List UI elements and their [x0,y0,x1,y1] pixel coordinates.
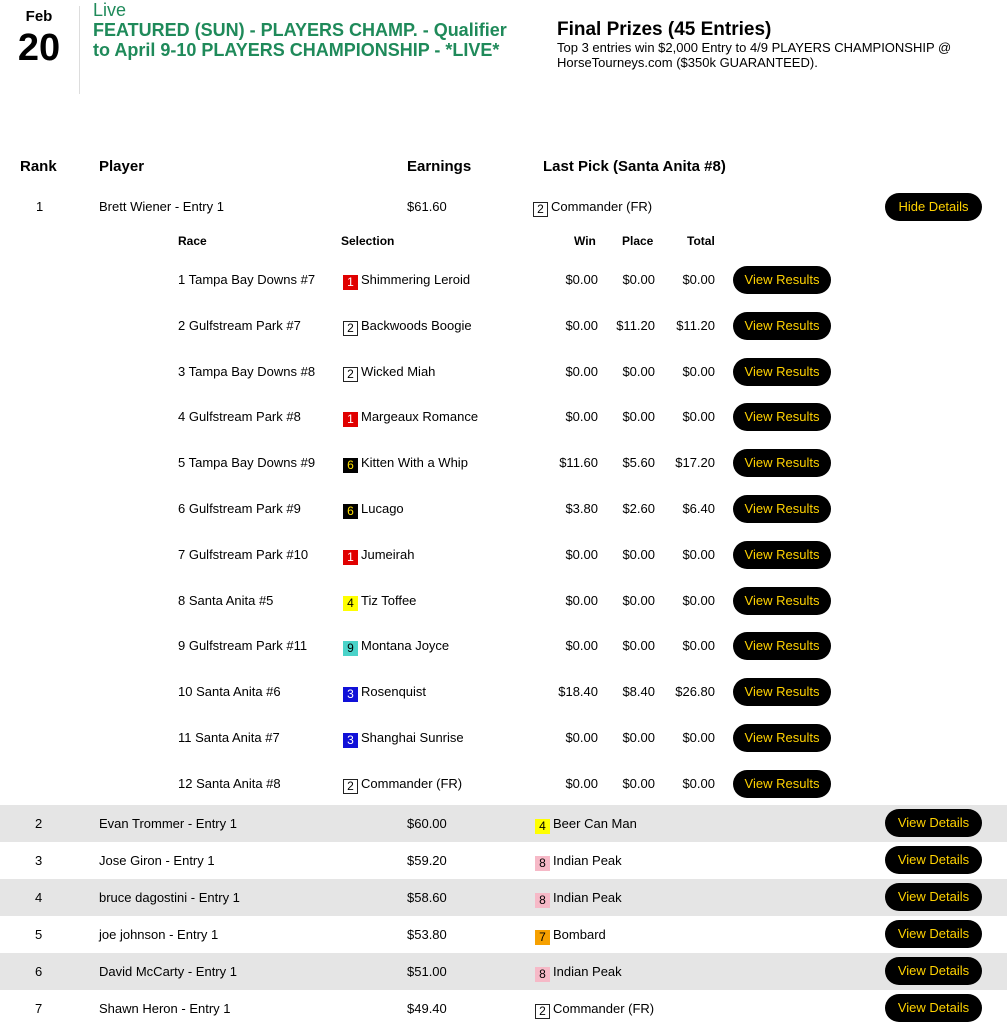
horse-name: Commander (FR) [551,199,653,214]
detail-row [0,358,1007,386]
column-header-earnings: Earnings [407,158,472,175]
view-results-button[interactable]: View Results [733,770,831,798]
view-details-button[interactable]: View Details [885,883,982,911]
detail-selection [343,318,472,336]
detail-race: 11 Santa Anita #7 [178,730,280,745]
detail-place: $0.00 [622,775,655,791]
detail-place: $0.00 [622,546,655,562]
view-results-button[interactable]: View Results [733,632,831,660]
post-position-badge: 8 [535,856,550,871]
detail-total: $0.00 [682,638,715,654]
view-results-button[interactable]: View Results [733,312,831,340]
post-position-badge: 2 [535,1004,550,1019]
leaderboard-row [0,805,1007,842]
event-info [93,0,513,60]
horse-name: Indian Peak [553,964,622,979]
detail-total: $6.40 [682,501,715,516]
detail-race: 8 Santa Anita #5 [178,592,274,608]
prizes-info [557,20,1002,70]
leaderboard-row [0,990,1007,1027]
view-results-button[interactable]: View Results [733,724,831,752]
horse-name: Shanghai Sunrise [361,730,464,745]
view-results-button[interactable]: View Results [733,541,831,569]
detail-win: $0.00 [565,775,598,791]
view-results-button[interactable]: View Results [733,266,831,294]
horse-name: Jumeirah [361,546,415,562]
view-results-button[interactable]: View Results [733,495,831,523]
post-position-badge: 2 [343,779,358,794]
detail-row [0,770,1007,798]
detail-place: $0.00 [622,409,655,425]
detail-race: 4 Gulfstream Park #8 [178,409,301,425]
row-last-pick [535,1001,654,1019]
detail-win: $0.00 [565,546,598,562]
horse-name: Backwoods Boogie [361,317,472,333]
row-rank: 4 [35,890,43,905]
post-position-badge: 2 [343,321,358,336]
detail-selection [343,638,449,656]
detail-header-selection: Selection [341,234,395,248]
leaderboard-row [0,953,1007,990]
row-player: Evan Trommer - Entry 1 [99,816,237,831]
post-position-badge: 1 [343,550,358,565]
post-position-badge: 4 [343,596,358,611]
detail-total: $0.00 [682,546,715,562]
post-position-badge: 1 [343,412,358,427]
detail-header-total: Total [687,234,715,248]
post-position-badge: 6 [343,458,358,473]
detail-win: $0.00 [565,317,598,333]
view-details-button[interactable]: View Details [885,846,982,874]
horse-name: Rosenquist [361,684,427,700]
row-earnings: $59.20 [407,853,447,868]
row-earnings: $60.00 [407,816,447,831]
horse-name: Bombard [553,927,606,942]
detail-win: $0.00 [565,409,598,425]
horse-name: Beer Can Man [553,816,637,831]
detail-row [0,312,1007,340]
post-position-badge: 2 [533,202,548,217]
detail-row [0,724,1007,752]
view-results-button[interactable]: View Results [733,587,831,615]
detail-selection [343,776,462,794]
horse-name: Indian Peak [553,890,622,905]
column-header-last-pick: Last Pick (Santa Anita #8) [543,158,726,175]
row-rank: 7 [35,1001,43,1016]
header-divider [79,6,80,94]
detail-total: $11.20 [676,317,715,333]
detail-selection [343,501,404,519]
detail-race: 2 Gulfstream Park #7 [178,317,301,333]
detail-race: 9 Gulfstream Park #11 [178,638,308,654]
horse-name: Shimmering Leroid [361,272,471,287]
post-position-badge: 7 [535,930,550,945]
horse-name: Montana Joyce [361,638,450,654]
detail-row [0,266,1007,294]
row-last-pick [535,890,622,908]
post-position-badge: 2 [343,367,358,382]
event-status: Live [93,0,127,20]
post-position-badge: 3 [343,733,358,748]
detail-row [0,403,1007,431]
leaderboard-row [0,916,1007,953]
detail-selection [343,455,468,473]
detail-row [0,495,1007,523]
row-rank: 3 [35,853,43,868]
detail-total: $0.00 [682,775,715,791]
detail-selection [343,409,478,427]
detail-selection [343,730,464,748]
detail-selection [343,547,414,565]
detail-win: $0.00 [565,363,598,379]
detail-race: 5 Tampa Bay Downs #9 [178,455,316,471]
row-last-pick [535,964,622,982]
detail-total: $0.00 [682,409,715,425]
row-player: Jose Giron - Entry 1 [99,853,215,868]
post-position-badge: 6 [343,504,358,519]
post-position-badge: 8 [535,893,550,908]
detail-total: $0.00 [682,272,715,287]
row-rank: 5 [35,927,43,942]
row-player: Shawn Heron - Entry 1 [99,1001,231,1016]
detail-total: $17.20 [675,455,715,471]
view-details-button[interactable]: View Details [885,920,982,948]
date-month: Feb [25,8,53,25]
detail-win: $0.00 [565,272,598,287]
row-last-pick [533,199,652,217]
detail-place: $0.00 [622,363,655,379]
event-title: FEATURED (SUN) - PLAYERS CHAMP. - Qualifier to April 9-10 PLAYERS CHAMPIONSHIP - *LIVE* [93,20,507,60]
detail-place: $8.40 [622,684,655,700]
post-position-badge: 4 [535,819,550,834]
detail-place: $2.60 [622,501,655,516]
detail-race: 10 Santa Anita #6 [178,684,281,700]
detail-selection [343,364,435,382]
row-earnings: $58.60 [407,890,447,905]
horse-name: Commander (FR) [553,1001,655,1016]
horse-name: Indian Peak [553,853,622,868]
detail-race: 12 Santa Anita #8 [178,775,281,791]
detail-race: 7 Gulfstream Park #10 [178,546,309,562]
row-last-pick [535,816,637,834]
view-results-button[interactable]: View Results [733,678,831,706]
row-last-pick [535,927,606,945]
post-position-badge: 3 [343,687,358,702]
row-rank: 6 [35,964,43,979]
detail-row [0,678,1007,706]
detail-win: $0.00 [565,592,598,608]
detail-selection [343,272,470,290]
leaderboard-row-expanded [0,197,1007,217]
view-details-button[interactable]: View Details [885,994,982,1022]
detail-win: $3.80 [565,501,598,516]
row-last-pick [535,853,622,871]
detail-win: $0.00 [565,638,598,654]
detail-race: 1 Tampa Bay Downs #7 [178,272,316,287]
detail-race: 3 Tampa Bay Downs #8 [178,363,316,379]
detail-row [0,541,1007,569]
horse-name: Wicked Miah [361,363,436,379]
prizes-title: Final Prizes (45 Entries) [557,19,772,40]
row-player: Brett Wiener - Entry 1 [99,199,224,214]
row-rank: 2 [35,816,43,831]
detail-place: $5.60 [622,455,655,471]
prizes-description: Top 3 entries win $2,000 Entry to 4/9 PLAYERS CHAMPIONSHIP @ HorseTourneys.com ($350k GUARANTEED). [557,40,952,70]
date-day: 20 [17,27,61,69]
detail-total: $0.00 [682,592,715,608]
detail-win: $11.60 [559,455,598,471]
detail-race: 6 Gulfstream Park #9 [178,501,301,516]
view-details-button[interactable]: View Details [885,809,982,837]
view-details-button[interactable]: View Details [885,957,982,985]
row-earnings: $51.00 [407,964,447,979]
horse-name: Lucago [361,501,404,516]
horse-name: Tiz Toffee [361,592,417,608]
leaderboard-row [0,879,1007,916]
detail-place: $0.00 [622,272,655,287]
detail-header-race: Race [178,234,207,248]
view-results-button[interactable]: View Results [733,449,831,477]
detail-win: $0.00 [565,730,598,745]
row-earnings: $53.80 [407,927,447,942]
detail-total: $0.00 [682,730,715,745]
horse-name: Margeaux Romance [361,409,479,425]
detail-header-win: Win [574,234,596,248]
column-header-rank: Rank [20,158,57,175]
detail-row [0,587,1007,615]
detail-header-place: Place [622,234,654,248]
view-results-button[interactable]: View Results [733,403,831,431]
detail-place: $0.00 [622,592,655,608]
detail-row [0,449,1007,477]
detail-total: $26.80 [675,684,715,700]
detail-total: $0.00 [682,363,715,379]
post-position-badge: 8 [535,967,550,982]
detail-win: $18.40 [558,684,598,700]
detail-place: $0.00 [622,730,655,745]
event-date [16,8,62,67]
detail-place: $11.20 [616,317,655,333]
leaderboard-row [0,842,1007,879]
hide-details-button[interactable]: Hide Details [885,193,982,221]
column-header-player: Player [99,158,145,175]
post-position-badge: 1 [343,275,358,290]
row-earnings: $49.40 [407,1001,447,1016]
post-position-badge: 9 [343,641,358,656]
horse-name: Kitten With a Whip [361,455,468,471]
view-results-button[interactable]: View Results [733,358,831,386]
detail-selection [343,593,416,611]
row-player: joe johnson - Entry 1 [99,927,219,942]
horse-name: Commander (FR) [361,775,463,791]
detail-place: $0.00 [622,638,655,654]
detail-selection [343,684,426,702]
row-earnings: $61.60 [407,199,447,214]
row-player: David McCarty - Entry 1 [99,964,237,979]
detail-row [0,632,1007,660]
row-rank: 1 [36,199,44,214]
row-player: bruce dagostini - Entry 1 [99,890,240,905]
